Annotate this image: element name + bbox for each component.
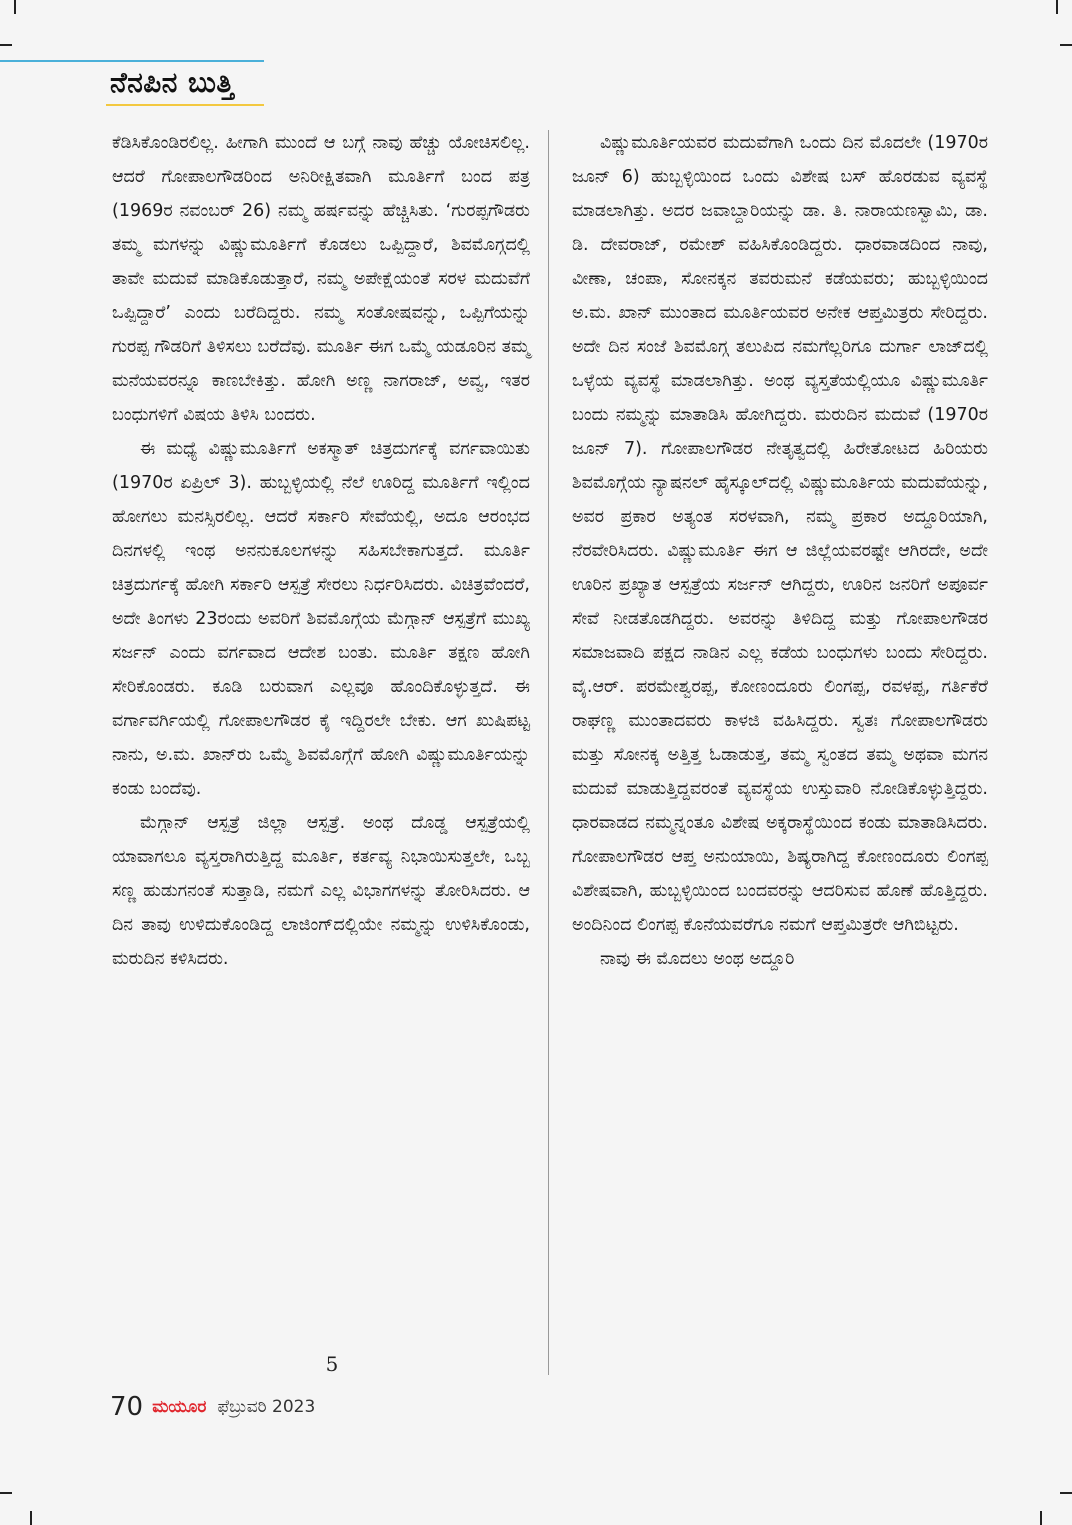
paragraph: ವಿಷ್ಣುಮೂರ್ತಿಯವರ ಮದುವೆಗಾಗಿ ಒಂದು ದಿನ ಮೊದಲೇ (1970ರ ಜೂನ್ 6) ಹುಬ್ಬಳ್ಳಿಯಿಂದ ಒಂದು ವಿಶೇಷ ಬಸ್ ಹೊರಡುವ ವ್ಯವಸ್ಥೆ ಮಾಡಲಾಗಿತ್ತು. ಅದರ ಜವಾಬ್ದಾರಿಯನ್ನು ಡಾ. ತಿ. ನಾರಾಯಣಸ್ವಾಮಿ, ಡಾ. ಡಿ. ದೇವರಾಜ್, ರಮೇಶ್ ವಹಿಸಿಕೊಂಡಿದ್ದರು. ಧಾರವಾಡದಿಂದ ನಾವು, ವೀಣಾ, ಚಂಪಾ, ಸೋನಕ್ಕನ ತವರುಮನೆ ಕಡೆಯವರು; ಹುಬ್ಬಳ್ಳಿಯಿಂದ ಅ.ಮ. ಖಾನ್ ಮುಂತಾದ ಮೂರ್ತಿಯವರ ಅನೇಕ ಆಪ್ತಮಿತ್ರರು ಸೇರಿದ್ದರು. ಅದೇ ದಿನ ಸಂಜೆ ಶಿವಮೊಗ್ಗ ತಲುಪಿದ ನಮಗೆಲ್ಲರಿಗೂ ದುರ್ಗಾ ಲಾಜ್‌ದಲ್ಲಿ ಒಳ್ಳೆಯ ವ್ಯವಸ್ಥೆ ಮಾಡಲಾಗಿತ್ತು. ಅಂಥ ವ್ಯಸ್ತತೆಯಲ್ಲಿಯೂ ವಿಷ್ಣುಮೂರ್ತಿ ಬಂದು ನಮ್ಮನ್ನು ಮಾತಾಡಿಸಿ ಹೋಗಿದ್ದರು. ಮರುದಿನ ಮದುವೆ (1970ರ ಜೂನ್ 7). ಗೋಪಾಲಗೌಡರ ನೇತೃತ್ವದಲ್ಲಿ ಹಿರೇತೋಟದ ಹಿರಿಯರು ಶಿವಮೊಗ್ಗೆಯ ನ್ಯಾಷನಲ್ ಹೈಸ್ಕೂಲ್‌ದಲ್ಲಿ ವಿಷ್ಣುಮೂರ್ತಿಯ ಮದುವೆಯನ್ನು, ಅವರ ಪ್ರಕಾರ ಅತ್ಯಂತ ಸರಳವಾಗಿ, ನಮ್ಮ ಪ್ರಕಾರ ಅದ್ದೂರಿಯಾಗಿ, ನೆರವೇರಿಸಿದರು. ವಿಷ್ಣುಮೂರ್ತಿ ಈಗ ಆ ಜಿಲ್ಲೆಯವರಷ್ಟೇ ಆಗಿರದೇ, ಅದೇ ಊರಿನ ಪ್ರಖ್ಯಾತ ಆಸ್ಪತ್ರೆಯ ಸರ್ಜನ್ ಆಗಿದ್ದರು, ಊರಿನ ಜನರಿಗೆ ಅಪೂರ್ವ ಸೇವೆ ನೀಡತೊಡಗಿದ್ದರು. ಅವರನ್ನು ತಿಳಿದಿದ್ದ ಮತ್ತು ಗೋಪಾಲಗೌಡರ ಸಮಾಜವಾದಿ ಪಕ್ಷದ ನಾಡಿನ ಎಲ್ಲ ಕಡೆಯ ಬಂಧುಗಳು ಬಂದು ಸೇರಿದ್ದರು. ವೈ.ಆರ್. ಪರಮೇಶ್ವರಪ್ಪ, ಕೋಣಂದೂರು ಲಿಂಗಪ್ಪ, ರವಳಪ್ಪ, ಗರ್ತಿಕೆರೆ ರಾಘಣ್ಣ ಮುಂತಾದವರು ಕಾಳಜಿ ವಹಿಸಿದ್ದರು. ಸ್ವತಃ ಗೋಪಾಲಗೌಡರು ಮತ್ತು ಸೋನಕ್ಕ ಅತ್ತಿತ್ತ ಓಡಾಡುತ್ತ, ತಮ್ಮ ಸ್ವಂತದ ತಮ್ಮ ಅಥವಾ ಮಗನ ಮದುವೆ ಮಾಡುತ್ತಿದ್ದವರಂತೆ ವ್ಯವಸ್ಥೆಯ ಉಸ್ತುವಾರಿ ನೋಡಿಕೊಳ್ಳುತ್ತಿದ್ದರು. ಧಾರವಾಡದ ನಮ್ಮನ್ನಂತೂ ವಿಶೇಷ ಅಕ್ಕರಾಸ್ಥೆಯಿಂದ ಕಂಡು ಮಾತಾಡಿಸಿದರು. ಗೋಪಾಲಗೌಡರ ಆಪ್ತ ಅನುಯಾಯಿ, ಶಿಷ್ಯರಾಗಿದ್ದ ಕೋಣಂದೂರು ಲಿಂಗಪ್ಪ ವಿಶೇಷವಾಗಿ, ಹುಬ್ಬಳ್ಳಿಯಿಂದ ಬಂದವರನ್ನು ಆದರಿಸುವ ಹೊಣೆ ಹೊತ್ತಿದ್ದರು. ಅಂದಿನಿಂದ ಲಿಂಗಪ್ಪ ಕೊನೆಯವರೆಗೂ ನಮಗೆ ಆಪ್ತಮಿತ್ರರೇ ಆಗಿಬಿಟ್ಟರು.: [572, 133, 988, 935]
paragraph: ಮೆಗ್ಗಾನ್ ಆಸ್ಪತ್ರೆ ಜಿಲ್ಲಾ ಆಸ್ಪತ್ರೆ. ಅಂಥ ದೊಡ್ಡ ಆಸ್ಪತ್ರೆಯಲ್ಲಿ ಯಾವಾಗಲೂ ವ್ಯಸ್ತರಾಗಿರುತ್ತಿದ್ದ ಮೂರ್ತಿ, ಕರ್ತವ್ಯ ನಿಭಾಯಿಸುತ್ತಲೇ, ಒಬ್ಬ ಸಣ್ಣ ಹುಡುಗನಂತೆ ಸುತ್ತಾಡಿ, ನಮಗೆ ಎಲ್ಲ ವಿಭಾಗಗಳನ್ನು ತೋರಿಸಿದರು. ಆ ದಿನ ತಾವು ಉಳಿದುಕೊಂಡಿದ್ದ ಲಾಜಿಂಗ್‌ದಲ್ಲಿಯೇ ನಮ್ಮನ್ನು ಉಳಿಸಿಕೊಂಡು, ಮರುದಿನ ಕಳಿಸಿದರು.: [112, 813, 530, 969]
crop-mark: [0, 1492, 12, 1494]
crop-mark: [1056, 0, 1058, 14]
section-end-number: 5: [325, 1352, 339, 1376]
header-rule-yellow: [106, 104, 264, 106]
issue-date: ಫೆಬ್ರುವರಿ 2023: [217, 1397, 316, 1417]
crop-mark: [30, 1511, 32, 1525]
column-divider: [548, 130, 549, 1375]
header-rule-blue: [0, 60, 264, 62]
left-column: [112, 126, 530, 976]
paragraph: ಈ ಮಧ್ಯೆ ವಿಷ್ಣುಮೂರ್ತಿಗೆ ಅಕಸ್ಮಾತ್ ಚಿತ್ರದುರ್ಗಕ್ಕೆ ವರ್ಗವಾಯಿತು (1970ರ ಏಪ್ರಿಲ್ 3). ಹುಬ್ಬಳ್ಳಿಯಲ್ಲಿ ನೆಲೆ ಊರಿದ್ದ ಮೂರ್ತಿಗೆ ಇಲ್ಲಿಂದ ಹೋಗಲು ಮನಸ್ಸಿರಲಿಲ್ಲ. ಆದರೆ ಸರ್ಕಾರಿ ಸೇವೆಯಲ್ಲಿ, ಅದೂ ಆರಂಭದ ದಿನಗಳಲ್ಲಿ ಇಂಥ ಅನನುಕೂಲಗಳನ್ನು ಸಹಿಸಬೇಕಾಗುತ್ತದೆ. ಮೂರ್ತಿ ಚಿತ್ರದುರ್ಗಕ್ಕೆ ಹೋಗಿ ಸರ್ಕಾರಿ ಆಸ್ಪತ್ರೆ ಸೇರಲು ನಿರ್ಧರಿಸಿದರು. ವಿಚಿತ್ರವೆಂದರೆ, ಅದೇ ತಿಂಗಳು 23ರಂದು ಅವರಿಗೆ ಶಿವಮೊಗ್ಗೆಯ ಮೆಗ್ಗಾನ್ ಆಸ್ಪತ್ರೆಗೆ ಮುಖ್ಯ ಸರ್ಜನ್ ಎಂದು ವರ್ಗವಾದ ಆದೇಶ ಬಂತು. ಮೂರ್ತಿ ತಕ್ಷಣ ಹೋಗಿ ಸೇರಿಕೊಂಡರು. ಕೂಡಿ ಬರುವಾಗ ಎಲ್ಲವೂ ಹೊಂದಿಕೊಳ್ಳುತ್ತದೆ. ಈ ವರ್ಗಾವರ್ಗಿಯಲ್ಲಿ ಗೋಪಾಲಗೌಡರ ಕೈ ಇದ್ದಿರಲೇ ಬೇಕು. ಆಗ ಖುಷಿಪಟ್ಟ ನಾನು, ಅ.ಮ. ಖಾನ್‌ರು ಒಮ್ಮೆ ಶಿವಮೊಗ್ಗೆಗೆ ಹೋಗಿ ವಿಷ್ಣುಮೂರ್ತಿಯನ್ನು ಕಂಡು ಬಂದೆವು.: [112, 439, 530, 799]
paragraph: ಕೆಡಿಸಿಕೊಂಡಿರಲಿಲ್ಲ. ಹೀಗಾಗಿ ಮುಂದೆ ಆ ಬಗ್ಗೆ ನಾವು ಹೆಚ್ಚು ಯೋಚಿಸಲಿಲ್ಲ. ಆದರೆ ಗೋಪಾಲಗೌಡರಿಂದ ಅನಿರೀಕ್ಷಿತವಾಗಿ ಮೂರ್ತಿಗೆ ಬಂದ ಪತ್ರ (1969ರ ನವಂಬರ್ 26) ನಮ್ಮ ಹರ್ಷವನ್ನು ಹೆಚ್ಚಿಸಿತು. ‘ಗುರಪ್ಪಗೌಡರು ತಮ್ಮ ಮಗಳನ್ನು ವಿಷ್ಣುಮೂರ್ತಿಗೆ ಕೊಡಲು ಒಪ್ಪಿದ್ದಾರೆ, ಶಿವಮೊಗ್ಗದಲ್ಲಿ ತಾವೇ ಮದುವೆ ಮಾಡಿಕೊಡುತ್ತಾರೆ, ನಮ್ಮ ಅಪೇಕ್ಷೆಯಂತೆ ಸರಳ ಮದುವೆಗೆ ಒಪ್ಪಿದ್ದಾರೆ’ ಎಂದು ಬರೆದಿದ್ದರು. ನಮ್ಮ ಸಂತೋಷವನ್ನು, ಒಪ್ಪಿಗೆಯನ್ನು ಗುರಪ್ಪ ಗೌಡರಿಗೆ ತಿಳಿಸಲು ಬರೆದೆವು. ಮೂರ್ತಿ ಈಗ ಒಮ್ಮೆ ಯಡೂರಿನ ತಮ್ಮ ಮನೆಯವರನ್ನೂ ಕಾಣಬೇಕಿತ್ತು. ಹೋಗಿ ಅಣ್ಣ ನಾಗರಾಜ್, ಅವ್ವ, ಇತರ ಬಂಧುಗಳಿಗೆ ವಿಷಯ ತಿಳಿಸಿ ಬಂದರು.: [112, 133, 530, 425]
right-column: [572, 126, 988, 976]
page-number: 70: [110, 1392, 144, 1422]
crop-mark: [14, 0, 16, 14]
crop-mark: [1060, 44, 1072, 46]
page-footer: [110, 1392, 315, 1432]
crop-mark: [1040, 1511, 1042, 1525]
crop-mark: [0, 44, 12, 46]
crop-mark: [1060, 1492, 1072, 1494]
paragraph: ನಾವು ಈ ಮೊದಲು ಅಂಥ ಅದ್ದೂರಿ: [600, 949, 795, 969]
section-title: ನೆನಪಿನ ಬುತ್ತಿ: [110, 66, 235, 99]
magazine-name: ಮಯೂರ: [152, 1397, 207, 1417]
